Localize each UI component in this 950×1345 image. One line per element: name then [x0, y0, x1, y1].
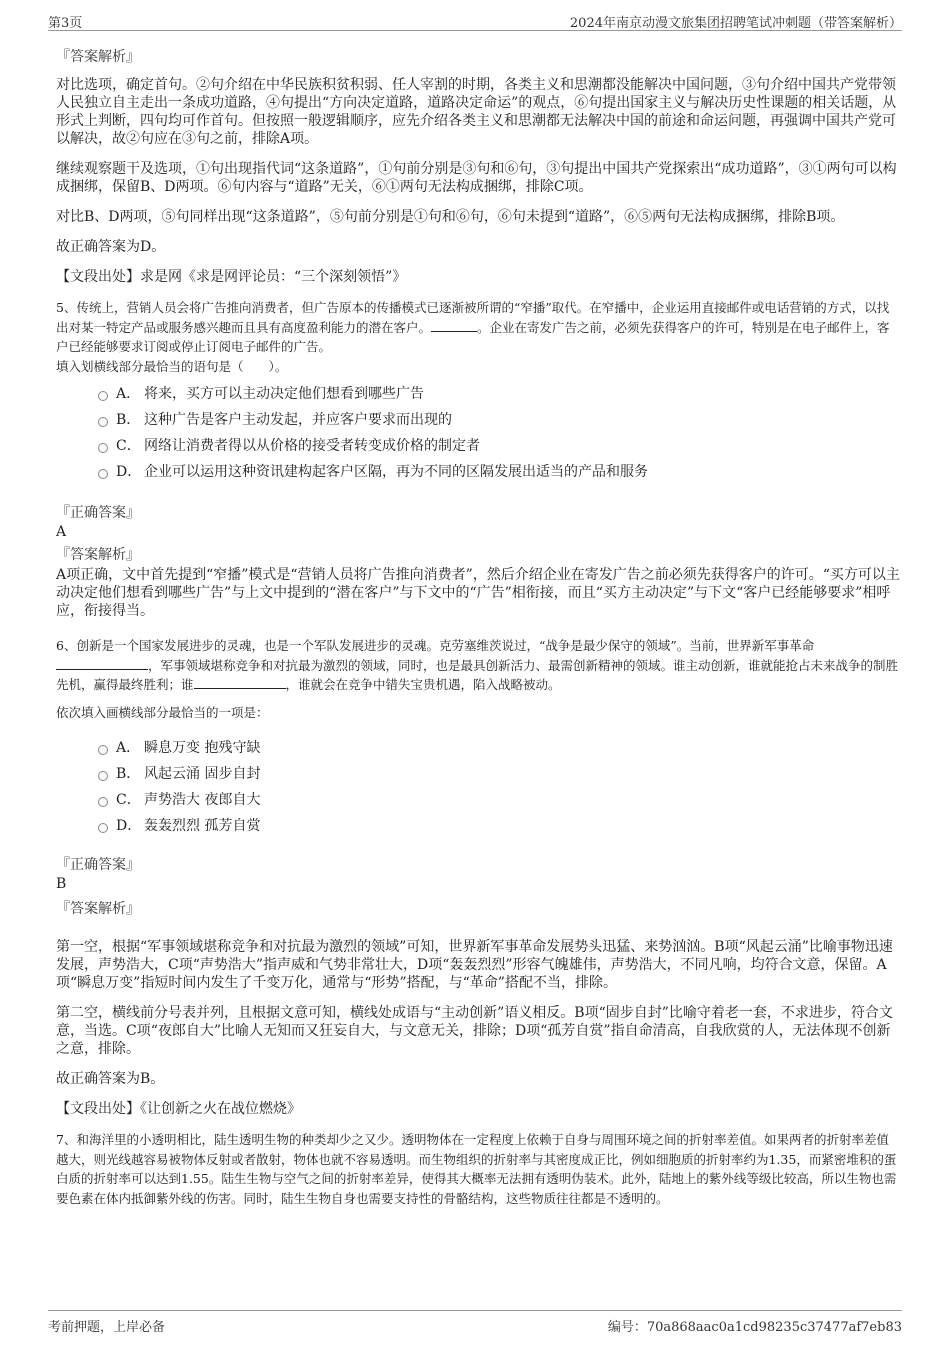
option-letter: C． [116, 438, 141, 454]
option-letter: D． [116, 818, 142, 834]
option-text: 轰轰烈烈 孤芳自赏 [144, 818, 261, 834]
q6-options [98, 738, 901, 842]
option-text: 网络让消费者得以从价格的接受者转变成价格的制定者 [144, 438, 480, 454]
q6-option-d[interactable] [98, 816, 901, 842]
q5-option-b[interactable] [98, 410, 901, 436]
document-id: 编号：70a868aac0a1cd98235c37477af7eb83 [607, 1320, 902, 1335]
radio-icon[interactable] [98, 443, 108, 453]
q6-prompt: 依次填入画横线部分最恰当的一项是： [56, 704, 269, 720]
radio-icon[interactable] [98, 391, 108, 401]
q6-blank-2 [194, 676, 286, 689]
q6-answer-label: 『正确答案』 [56, 857, 140, 873]
option-text: 瞬息万变 抱残守缺 [144, 740, 261, 756]
q5-option-d[interactable] [98, 462, 901, 488]
footer-slogan: 考前押题，上岸必备 [48, 1320, 166, 1335]
q6-option-a[interactable] [98, 738, 901, 764]
document-body [56, 40, 901, 1208]
radio-icon[interactable] [98, 771, 108, 781]
q5-prompt: 填入划横线部分最恰当的语句是（ ）。 [56, 358, 288, 374]
q4-source: 【文段出处】求是网《求是网评论员：“三个深刻领悟”》 [56, 269, 407, 285]
option-letter: B． [116, 766, 141, 782]
document-title: 2024年南京动漫文旅集团招聘笔试冲刺题（带答案解析） [569, 16, 902, 31]
q6-analysis-label: 『答案解析』 [56, 901, 140, 917]
page-number: 第3页 [48, 16, 83, 31]
q6-source: 【文段出处】《让创新之火在战位燃烧》 [56, 1101, 301, 1117]
q5-stem [56, 298, 901, 357]
option-letter: A． [116, 740, 141, 756]
q6-stem [56, 636, 901, 695]
q5-analysis: A项正确，文中首先提到“窄播”模式是“营销人员将广告推向消费者”，然后介绍企业在寄发广告之前必须先获得客户的许可。“买方可以主动决定他们想看到哪些广告”与上文中提到的“潜在客户”与下文中的“广告”相衔接，而且“买方主动决定”与下文“客户已经能够要求”相呼应，衔接得当。 [56, 567, 900, 619]
q6-analysis-p1: 第一空，根据“军事领域堪称竞争和对抗最为激烈的领域”可知，世界新军事革命发展势头迅猛、来势汹汹。B项“风起云涌”比喻事物迅速发展，声势浩大，C项“声势浩大”指声威和气势非常壮大，D项“轰轰烈烈”形容气魄雄伟，声势浩大，不同凡响，均符合文意，保留。A项“瞬息万变”指短时间内发生了千变万化，通常与“形势”搭配，与“革命”搭配不当，排除。 [56, 939, 893, 991]
option-letter: D． [116, 464, 142, 480]
q5-answer-label: 『正确答案』 [56, 505, 140, 521]
q6-option-b[interactable] [98, 764, 901, 790]
page-footer [48, 1310, 902, 1333]
option-text: 这种广告是客户主动发起，并应客户要求而出现的 [144, 412, 452, 428]
q6-blank-1 [56, 657, 148, 670]
q5-analysis-label: 『答案解析』 [56, 547, 140, 563]
radio-icon[interactable] [98, 823, 108, 833]
q5-blank [431, 319, 477, 332]
option-text: 风起云涌 固步自封 [144, 766, 261, 782]
option-letter: B． [116, 412, 141, 428]
q4-analysis-p3: 对比B、D两项，⑤句同样出现“这条道路”，⑤句前分别是①句和⑥句，⑥句未提到“道路”，⑥⑤两句无法构成捆绑，排除B项。 [56, 209, 845, 225]
q5-stem-part2: 。企业在寄发广告之前，必须先获得客户的许可，特别是在电子邮件上，客户已经能够要求订阅或停止订阅电子邮件的广告。 [56, 319, 890, 354]
q6-analysis-p2: 第二空，横线前分号表并列，且根据文意可知，横线处成语与“主动创新”语义相反。B项“固步自封”比喻守着老一套，不求进步，符合文意，当选。C项“夜郎自大”比喻人无知而又狂妄自大，与文意无关，排除；D项“孤芳自赏”指自命清高，自我欣赏的人，无法体现不创新之意，排除。 [56, 1005, 893, 1057]
q6-option-c[interactable] [98, 790, 901, 816]
option-letter: C． [116, 792, 141, 808]
q7-stem: 7、和海洋里的小透明相比，陆生透明生物的种类却少之又少。透明物体在一定程度上依赖于自身与周围环境之间的折射率差值。如果两者的折射率差值越大，则光线越容易被物体反射或者散射，物体也就不容易透明。而生物组织的折射率与其密度成正比，例如细胞质的折射率约为1.35，而紧密堆积的蛋白质的折射率可以达到1.55。陆生生物与空气之间的折射率差异，使得其大概率无法拥有透明伪装术。此外，陆地上的紫外线等级比较高，所以生物也需要色素在体内抵御紫外线的伤害。同时，陆生生物自身也需要支持性的骨骼结构，这些物质往往都是不透明的。 [56, 1132, 897, 1206]
q5-options [98, 384, 901, 488]
page-header [48, 8, 902, 31]
q4-analysis-label: 『答案解析』 [56, 49, 140, 65]
option-text: 企业可以运用这种资讯建构起客户区隔，再为不同的区隔发展出适当的产品和服务 [144, 464, 648, 480]
q4-analysis-p2: 继续观察题干及选项，①句出现指代词“这条道路”，①句前分别是③句和⑥句，③句提出中国共产党探索出“成功道路”，③①两句可以构成捆绑，保留B、D两项。⑥句内容与“道路”无关，⑥①两句无法构成捆绑，排除C项。 [56, 161, 897, 195]
option-letter: A． [116, 386, 141, 402]
radio-icon[interactable] [98, 745, 108, 755]
q5-stem-part1: 5、传统上，营销人员会将广告推向消费者，但广告原本的传播模式已逐渐被所谓的“窄播”取代。在窄播中，企业运用直接邮件或电话营销的方式，以找出对某一特定产品或服务感兴趣而且具有高度盈利能力的潜在客户。 [56, 300, 890, 335]
q4-conclusion: 故正确答案为D。 [56, 239, 166, 255]
q6-stem-part1: 6、创新是一个国家发展进步的灵魂，也是一个军队发展进步的灵魂。克劳塞维茨说过，“战争是最少保守的领域”。当前，世界新军事革命 [56, 638, 815, 653]
q5-option-c[interactable] [98, 436, 901, 462]
q5-option-a[interactable] [98, 384, 901, 410]
q5-answer: A [56, 524, 67, 540]
radio-icon[interactable] [98, 469, 108, 479]
option-text: 声势浩大 夜郎自大 [144, 792, 261, 808]
option-text: 将来，买方可以主动决定他们想看到哪些广告 [144, 386, 424, 402]
q4-analysis-p1: 对比选项，确定首句。②句介绍在中华民族积贫积弱、任人宰割的时期，各类主义和思潮都没能解决中国问题，③句介绍中国共产党带领人民独立自主走出一条成功道路，④句提出“方向决定道路，道路决定命运”的观点，⑥句提出国家主义与解决历史性课题的相关话题，从形式上判断，四句均可作首句。但按照一般逻辑顺序，应先介绍各类主义和思潮都无法解决中国的前途和命运问题，再强调中国共产党可以解决，故②句应在③句之前，排除A项。 [56, 77, 897, 147]
radio-icon[interactable] [98, 417, 108, 427]
q6-conclusion: 故正确答案为B。 [56, 1071, 165, 1087]
q6-answer: B [56, 876, 67, 892]
q6-stem-part2: ，军事领域堪称竞争和对抗最为激烈的领域，同时，也是最具创新活力、最需创新精神的领域。谁主动创新，谁就能抢占未来战争的制胜先机，赢得最终胜利；谁 [56, 657, 899, 692]
radio-icon[interactable] [98, 797, 108, 807]
q6-stem-part3: ，谁就会在竞争中错失宝贵机遇，陷入战略被动。 [285, 677, 561, 692]
